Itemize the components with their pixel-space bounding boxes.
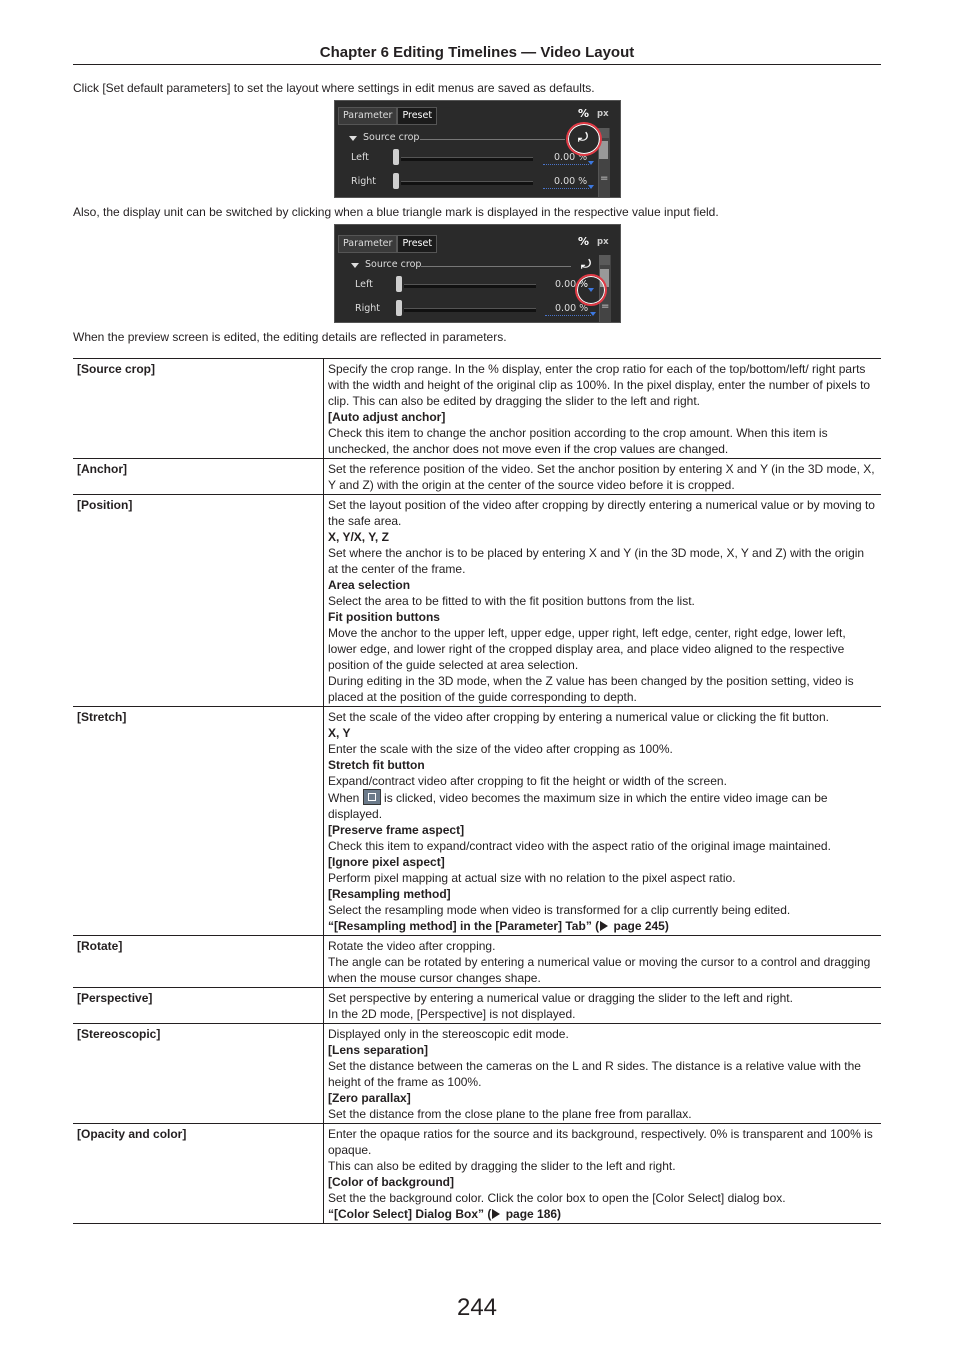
description-line (328, 545, 877, 577)
panel-tabs (338, 107, 437, 125)
parameter-description (324, 988, 882, 1024)
description-line (328, 361, 877, 409)
left-slider-track[interactable] (401, 157, 533, 161)
line-text: [Preserve frame aspect] (328, 823, 465, 837)
right-value-field[interactable]: 0.00 % (555, 303, 589, 314)
section-divider (420, 139, 565, 140)
table-row (73, 1024, 881, 1124)
description-line (328, 709, 877, 725)
tab-preset[interactable]: Preset (397, 235, 437, 253)
sub-heading (328, 577, 877, 593)
highlight-circle (575, 274, 607, 306)
sub-heading (328, 1090, 877, 1106)
parameter-term: [Stretch] (73, 707, 324, 936)
left-value-field[interactable]: 0.00 (555, 279, 577, 290)
description-line (328, 902, 877, 918)
left-slider-knob[interactable] (393, 149, 399, 165)
highlight-circle (566, 122, 602, 156)
unit-toggle-triangle-icon[interactable] (590, 312, 596, 316)
sub-heading (328, 409, 877, 425)
right-slider-knob[interactable] (393, 173, 399, 189)
line-text: [Resampling method] (328, 887, 451, 901)
line-text: Set the the background color. Click the color box to open the [Color Select] dialog box. (328, 1191, 786, 1205)
description-line (328, 954, 877, 986)
line-text: [Lens separation] (328, 1043, 429, 1057)
collapse-arrow-icon[interactable] (351, 263, 359, 268)
sub-heading[interactable] (328, 918, 877, 934)
description-line (328, 593, 877, 609)
line-text: Area selection (328, 578, 411, 592)
parameter-description (324, 359, 882, 459)
parameter-description (324, 495, 882, 707)
line-prefix: When (328, 791, 363, 805)
sub-heading[interactable] (328, 1206, 877, 1222)
description-line (328, 838, 877, 854)
reset-default-icon[interactable]: ⤾ (581, 257, 591, 271)
table-row (73, 495, 881, 707)
stretch-fit-icon (363, 789, 381, 805)
tab-parameter[interactable]: Parameter (338, 235, 397, 253)
description-line (328, 1126, 877, 1158)
chapter-header: Chapter 6 Editing Timelines — Video Layout (319, 44, 635, 61)
page-reference-arrow-icon (492, 1209, 500, 1219)
description-line (328, 938, 877, 954)
unit-percent-button[interactable]: % (578, 107, 590, 120)
right-value-underline (545, 315, 591, 317)
line-text: [Color of background] (328, 1175, 454, 1189)
description-line (328, 1026, 877, 1042)
description-line (328, 990, 877, 1006)
line-text: Fit position buttons (328, 610, 440, 624)
tab-parameter[interactable]: Parameter (338, 107, 397, 125)
parameter-term: [Position] (73, 495, 324, 707)
description-line (328, 1006, 877, 1022)
description-line (328, 625, 877, 673)
description-line (328, 425, 877, 457)
right-slider-track[interactable] (401, 181, 533, 185)
table-row (73, 707, 881, 936)
sub-heading (328, 609, 877, 625)
sub-heading (328, 854, 877, 870)
table-row (73, 459, 881, 495)
parameter-description-table (73, 358, 881, 1224)
intro-paragraph-3: When the preview screen is edited, the editing details are reflected in parameters. (73, 330, 507, 344)
page-reference-arrow-icon (600, 921, 608, 931)
line-text: In the 2D mode, [Perspective] is not displayed. (328, 1007, 576, 1021)
reset-default-icon[interactable]: ⤾ (578, 130, 588, 144)
line-text: is clicked, video becomes the maximum size in which the entire video image can be displayed. (328, 791, 828, 821)
parameter-term: [Anchor] (73, 459, 324, 495)
line-text: Set where the anchor is to be placed by entering X and Y (in the 3D mode, X, Y and Z) with the origin at the center of the frame. (328, 546, 865, 576)
sub-heading (328, 529, 877, 545)
left-value-underline (543, 164, 589, 166)
sub-heading (328, 757, 877, 773)
description-line (328, 773, 877, 789)
line-text: Set the distance from the close plane to the plane free from parallax. (328, 1107, 692, 1121)
line-text: Set the scale of the video after cropping by entering a numerical value or clicking the fit button. (328, 710, 829, 724)
description-line (328, 1106, 877, 1122)
table-row (73, 936, 881, 988)
parameter-description (324, 1124, 882, 1224)
line-text: Rotate the video after cropping. (328, 939, 496, 953)
right-label: Right (351, 176, 377, 187)
sub-heading (328, 886, 877, 902)
line-text: page 186) (502, 1207, 562, 1221)
line-prefix: “[Color Select] Dialog Box” ( (328, 1207, 492, 1221)
description-line (328, 461, 877, 493)
parameter-term: [Stereoscopic] (73, 1024, 324, 1124)
description-line (328, 1190, 877, 1206)
line-text: Displayed only in the stereoscopic edit mode. (328, 1027, 569, 1041)
line-text: Specify the crop range. In the % display, enter the crop ratio for each of the top/bottom/left/ right parts with the width and height of the original clip as 100%. In the pixel display, enter the number of pixels to clip. This can also be edited by dragging the slider to the left and right. (328, 362, 871, 408)
right-value-field[interactable]: 0.00 % (554, 176, 588, 187)
parameter-term: [Source crop] (73, 359, 324, 459)
line-text: Expand/contract video after cropping to fit the height or width of the screen. (328, 774, 727, 788)
line-text: Set the reference position of the video. Set the anchor position by entering X and Y (in the 3D mode, X, Y and Z) with the origin at the center of the source video before it is cropped. (328, 462, 875, 492)
line-text: [Ignore pixel aspect] (328, 855, 445, 869)
parameter-panel-screenshot-2 (334, 224, 621, 323)
scroll-grip: = (601, 301, 610, 312)
parameter-term: [Opacity and color] (73, 1124, 324, 1224)
description-line (328, 1158, 877, 1174)
page-number: 244 (456, 1294, 498, 1321)
parameter-description (324, 459, 882, 495)
intro-paragraph-2: Also, the display unit can be switched by clicking when a blue triangle mark is displayed in the respective value input field. (73, 205, 719, 219)
left-value-field[interactable]: 0.00 % (554, 152, 588, 163)
unit-toggle-triangle-icon[interactable] (588, 161, 594, 165)
section-source-crop: Source crop (365, 259, 422, 270)
line-text: Move the anchor to the upper left, upper edge, upper right, left edge, center, right edge, lower left, lower edge, and lower right of the cropped display area, and place video aligned to the respective position of the guide selected at area selection. (328, 626, 846, 672)
line-text: Enter the opaque ratios for the source and its background, respectively. 0% is transparent and 100% is opaque. (328, 1127, 873, 1157)
description-line (328, 789, 877, 822)
tab-preset[interactable]: Preset (397, 107, 437, 125)
parameter-description (324, 936, 882, 988)
sub-heading (328, 1174, 877, 1190)
line-text: Select the resampling mode when video is transformed for a clip currently being edited. (328, 903, 791, 917)
line-text: Set perspective by entering a numerical value or dragging the slider to the left and right. (328, 991, 793, 1005)
unit-px-button[interactable]: px (597, 237, 609, 247)
line-text: [Zero parallax] (328, 1091, 411, 1105)
line-text: Check this item to expand/contract video with the aspect ratio of the original image maintained. (328, 839, 831, 853)
line-text: Enter the scale with the size of the video after cropping as 100%. (328, 742, 673, 756)
description-line (328, 870, 877, 886)
table-row (73, 988, 881, 1024)
line-text: [Auto adjust anchor] (328, 410, 446, 424)
section-source-crop: Source crop (363, 132, 420, 143)
unit-px-button[interactable]: px (597, 109, 609, 119)
parameter-description (324, 1024, 882, 1124)
header-rule (73, 64, 881, 65)
table-row (73, 1124, 881, 1224)
line-text: page 245) (610, 919, 669, 933)
description-line (328, 673, 877, 705)
line-text: Perform pixel mapping at actual size with no relation to the pixel aspect ratio. (328, 871, 736, 885)
sub-heading (328, 822, 877, 838)
section-divider (421, 266, 571, 267)
panel-tabs (338, 235, 437, 253)
left-label: Left (351, 152, 369, 163)
line-prefix: “[Resampling method] in the [Parameter] Tab” ( (328, 919, 600, 933)
right-slider-knob[interactable] (396, 300, 402, 316)
sub-heading (328, 1042, 877, 1058)
line-text: X, Y (328, 726, 351, 740)
intro-paragraph-1: Click [Set default parameters] to set the layout where settings in edit menus are saved as defaults. (73, 81, 595, 95)
scroll-up-icon[interactable] (599, 255, 610, 265)
scroll-grip: = (600, 173, 609, 184)
line-text: X, Y/X, Y, Z (328, 530, 389, 544)
description-line (328, 1058, 877, 1090)
parameter-description (324, 707, 882, 936)
table-row (73, 359, 881, 459)
line-text: Select the area to be fitted to with the fit position buttons from the list. (328, 594, 695, 608)
line-text: This can also be edited by dragging the slider to the left and right. (328, 1159, 676, 1173)
right-label: Right (355, 303, 381, 314)
line-text: Stretch fit button (328, 758, 425, 772)
collapse-arrow-icon[interactable] (349, 136, 357, 141)
left-slider-knob[interactable] (396, 276, 402, 292)
left-unit-toggle[interactable]: % (579, 279, 589, 290)
unit-percent-button[interactable]: % (578, 235, 590, 248)
description-line (328, 497, 877, 529)
right-slider-track[interactable] (404, 308, 536, 312)
line-text: During editing in the 3D mode, when the Z value has been changed by the position setting, video is placed at the position of the guide corresponding to depth. (328, 674, 854, 704)
parameter-term: [Rotate] (73, 936, 324, 988)
unit-toggle-triangle-icon[interactable] (588, 185, 594, 189)
line-text: Set the layout position of the video after cropping by directly entering a numerical value or by moving to the safe area. (328, 498, 875, 528)
right-value-underline (543, 188, 589, 190)
parameter-term: [Perspective] (73, 988, 324, 1024)
left-slider-track[interactable] (404, 284, 536, 288)
line-text: Set the distance between the cameras on the L and R sides. The distance is a relative value with the height of the frame as 100%. (328, 1059, 861, 1089)
line-text: Check this item to change the anchor position according to the crop amount. When this item is unchecked, the anchor does not move even if the crop values are changed. (328, 426, 828, 456)
line-text: The angle can be rotated by entering a numerical value or moving the cursor to a control and dragging when the mouse cursor changes shape. (328, 955, 871, 985)
description-line (328, 741, 877, 757)
sub-heading (328, 725, 877, 741)
left-label: Left (355, 279, 373, 290)
